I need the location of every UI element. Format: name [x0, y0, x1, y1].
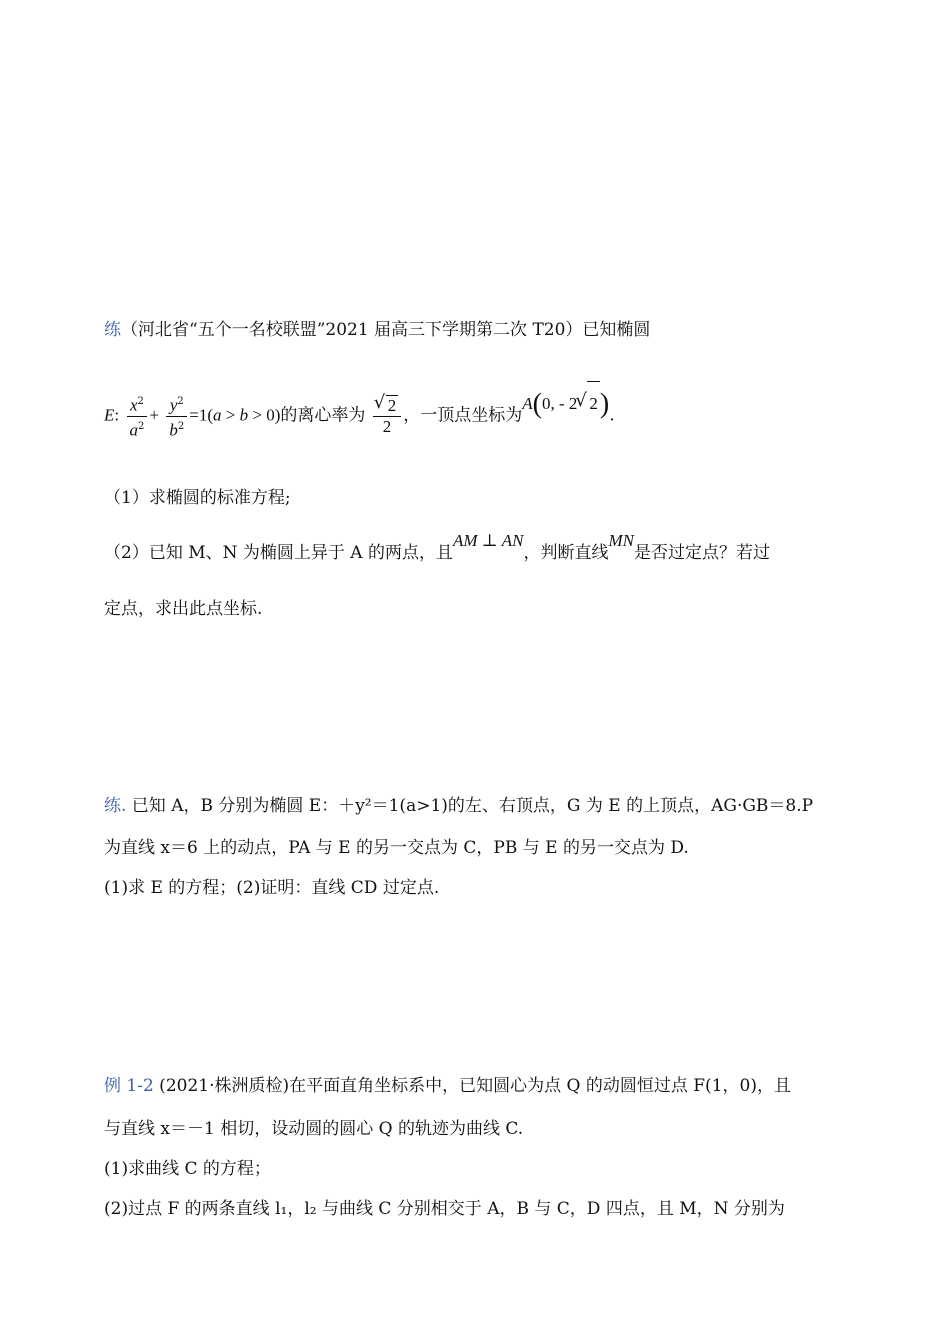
eccentricity-text: 的离心率为	[280, 405, 366, 426]
problem1-header-text: （河北省“五个一名校联盟”2021 届高三下学期第二次 T20）已知椭圆	[121, 320, 651, 340]
problem3-label: 例 1-2	[104, 1076, 154, 1096]
x-fraction: $\frac{x^2}{a^2}$	[127, 392, 148, 440]
problem2-line3: (1)求 E 的方程；(2)证明：直线 CD 过定点.	[104, 878, 440, 898]
vertex-label: A	[522, 393, 533, 413]
ellipse-name: E	[104, 405, 115, 425]
problem3-line2: 与直线 x＝－1 相切，设动圆的圆心 Q 的轨迹为曲线 C.	[104, 1119, 524, 1139]
problem1-header	[104, 318, 650, 342]
sqrt-symbol: √ 2	[376, 395, 399, 416]
line-mn: MN	[608, 531, 634, 550]
ellipse-rhs: =1(	[189, 405, 214, 425]
problem3-line4: (2)过点 F 的两条直线 l₁，l₂ 与曲线 C 分别相交于 A，B 与 C，D 四点，且 M，N 分别为	[104, 1199, 785, 1219]
problem2-line2: 为直线 x＝6 上的动点，PA 与 E 的另一交点为 C，PB 与 E 的另一交点为 D.	[104, 838, 689, 858]
problem1-label: 练	[104, 320, 121, 340]
ellipse-colon: :	[114, 405, 120, 425]
problem1-q2: （2）已知 M、N 为椭圆上异于 A 的两点，且AM ⊥ AN，判断直线MN是否过定点？若过	[104, 531, 770, 563]
perp-expression: AM ⊥ AN	[453, 531, 524, 550]
problem2-line1: 练. 已知 A，B 分别为椭圆 E：＋y²＝1(a>1)的左、右顶点，G 为 E 的上顶点，AG·GB＝8.P	[104, 796, 814, 816]
problem3-line3: (1)求曲线 C 的方程；	[104, 1159, 271, 1179]
vertex-text: ，一顶点坐标为	[403, 405, 523, 426]
y-fraction: $\frac{y^2}{b^2}$	[166, 392, 187, 440]
problem1-ellipse-line: E: $\frac{x^2}{a^2}$ + $\frac{y^2}{b^2}$ =1(a > b > 0)的离心率为 √ $\frac{2}{2}$ ，一顶点坐标为A(0, - 2√ 2).	[104, 392, 615, 440]
problem1-q2-line2: 定点，求出此点坐标.	[104, 599, 263, 619]
problem1-q1: （1）求椭圆的标准方程;	[104, 488, 291, 508]
eccentricity-fraction: √ $\frac{2}{2}$	[373, 395, 402, 437]
problem3-line1: 例 1-2 (2021·株洲质检)在平面直角坐标系中，已知圆心为点 Q 的动圆恒过点 F(1，0)，且	[104, 1076, 791, 1096]
problem2-label: 练.	[104, 796, 127, 816]
plus-sign: +	[149, 405, 159, 425]
